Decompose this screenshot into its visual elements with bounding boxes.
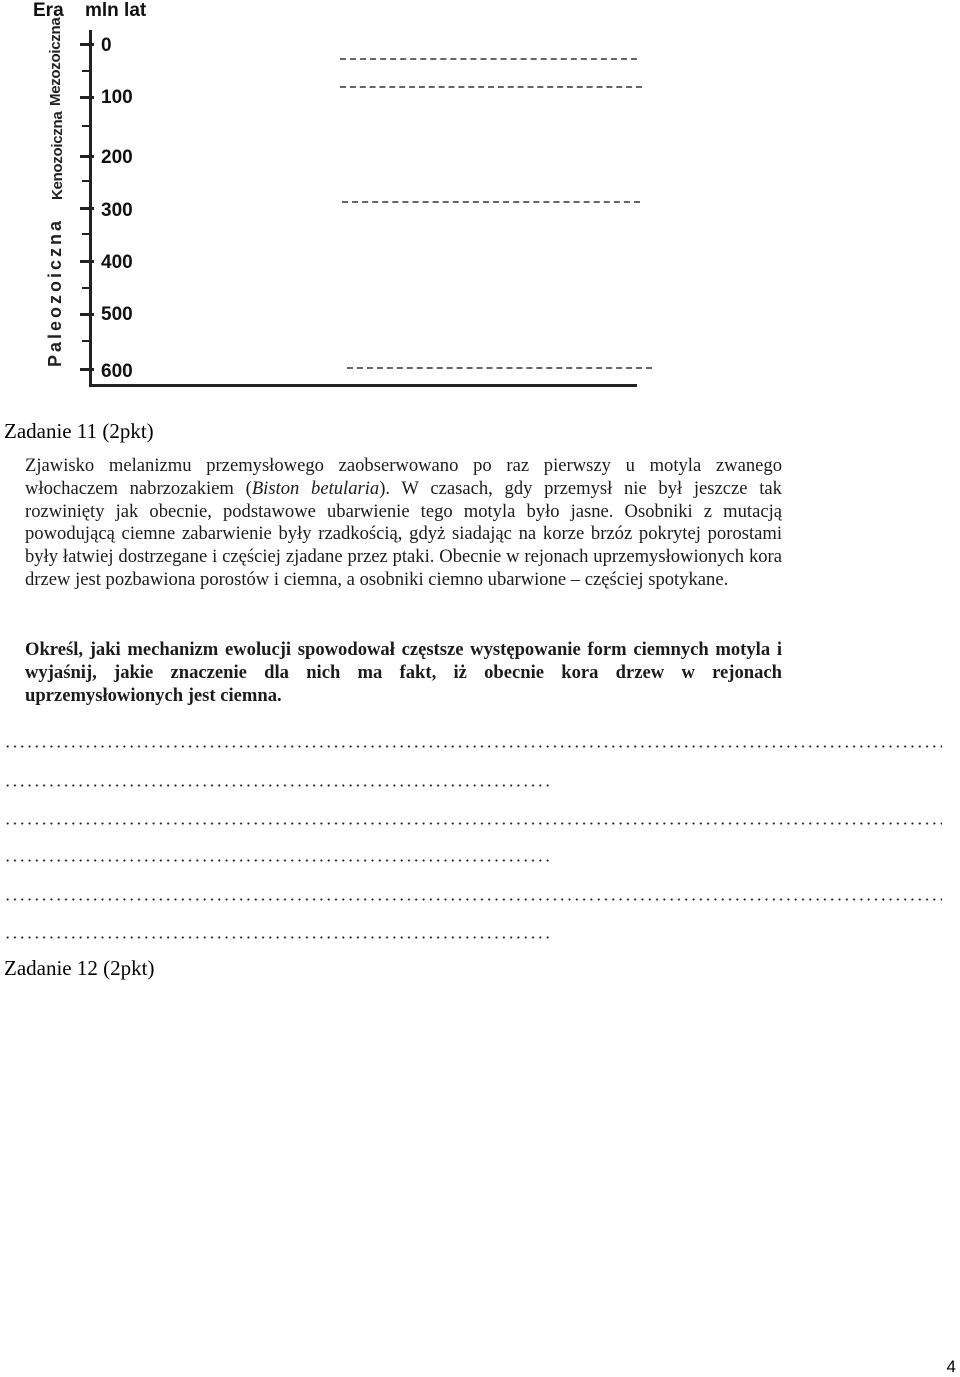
- tick-mark: [80, 313, 94, 316]
- tick-mark: [82, 340, 92, 342]
- era-label-paleozoiczna: Paleozoiczna: [45, 217, 65, 367]
- tick-mark: [80, 43, 94, 46]
- answer-line[interactable]: [340, 86, 642, 88]
- tick-mark: [82, 287, 92, 289]
- answer-dotted-line[interactable]: [4, 859, 550, 862]
- tick-mark: [80, 260, 94, 263]
- answer-line[interactable]: [340, 58, 637, 60]
- answer-line[interactable]: [342, 201, 640, 203]
- tick-mark: [82, 125, 92, 127]
- task-11-question: Określ, jaki mechanizm ewolucji spowodował częstsze występowanie form ciemnych motyla i wyjaśnij, jakie znaczenie dla nich ma fakt, iż obecnie kora drzew w rejonach uprzemysłowionych jest ciemna.: [25, 639, 782, 706]
- era-header: Era: [33, 0, 64, 21]
- era-timeline-figure: [0, 0, 680, 395]
- tick-label-200: 200: [101, 147, 133, 168]
- task-11-title: Zadanie 11 (2pkt): [4, 419, 154, 443]
- tick-label-400: 400: [101, 252, 133, 273]
- tick-mark: [82, 70, 92, 72]
- tick-mark: [80, 155, 94, 158]
- axis-baseline: [89, 384, 637, 387]
- task-11-description: [25, 455, 782, 592]
- tick-mark: [80, 368, 94, 371]
- answer-line[interactable]: [347, 367, 652, 369]
- page-number: 4: [946, 1357, 956, 1376]
- description-text-part-1: Zjawisko melanizmu przemysłowego zaobserwowano po raz pierwszy u motyla zwanego włochaczem nabrzozakiem (: [25, 455, 782, 499]
- tick-mark: [82, 233, 92, 235]
- tick-mark: [80, 207, 94, 210]
- tick-label-0: 0: [101, 35, 112, 56]
- tick-label-300: 300: [101, 200, 133, 221]
- answer-dotted-line[interactable]: [4, 898, 942, 901]
- answer-dotted-line[interactable]: [4, 745, 942, 748]
- answer-dotted-line[interactable]: [4, 936, 550, 939]
- species-name: Biston betularia: [251, 477, 380, 499]
- tick-label-500: 500: [101, 304, 133, 325]
- task-12-title: Zadanie 12 (2pkt): [4, 956, 155, 980]
- answer-dotted-line[interactable]: [4, 822, 942, 825]
- era-label-mezozoiczna: Mezozoiczna: [47, 17, 64, 106]
- era-label-kenozoiczna: Kenozoiczna: [49, 111, 66, 200]
- description-text-part-2: ). W czasach, gdy przemysł nie był jeszcze tak rozwinięty jak obecnie, podstawowe ubarwienie tego motyla było jasne. Osobniki z mutacją powodującą ciemne zabarwienie były rzadkością, gdyż siadając na korze brzóz pokrytej porostami były łatwiej dostrzegane i częściej zjadane przez ptaki. Obecnie w rejonach uprzemysłowionych kora drzew jest pozbawiona porostów i ciemna, a osobniki ciemno ubarwione – częściej spotykane.: [25, 477, 782, 590]
- tick-label-100: 100: [101, 87, 133, 108]
- tick-label-600: 600: [101, 361, 133, 382]
- tick-mark: [80, 96, 94, 99]
- mln-lat-header: mln lat: [85, 0, 147, 21]
- answer-dotted-line[interactable]: [4, 784, 550, 787]
- tick-mark: [82, 180, 92, 182]
